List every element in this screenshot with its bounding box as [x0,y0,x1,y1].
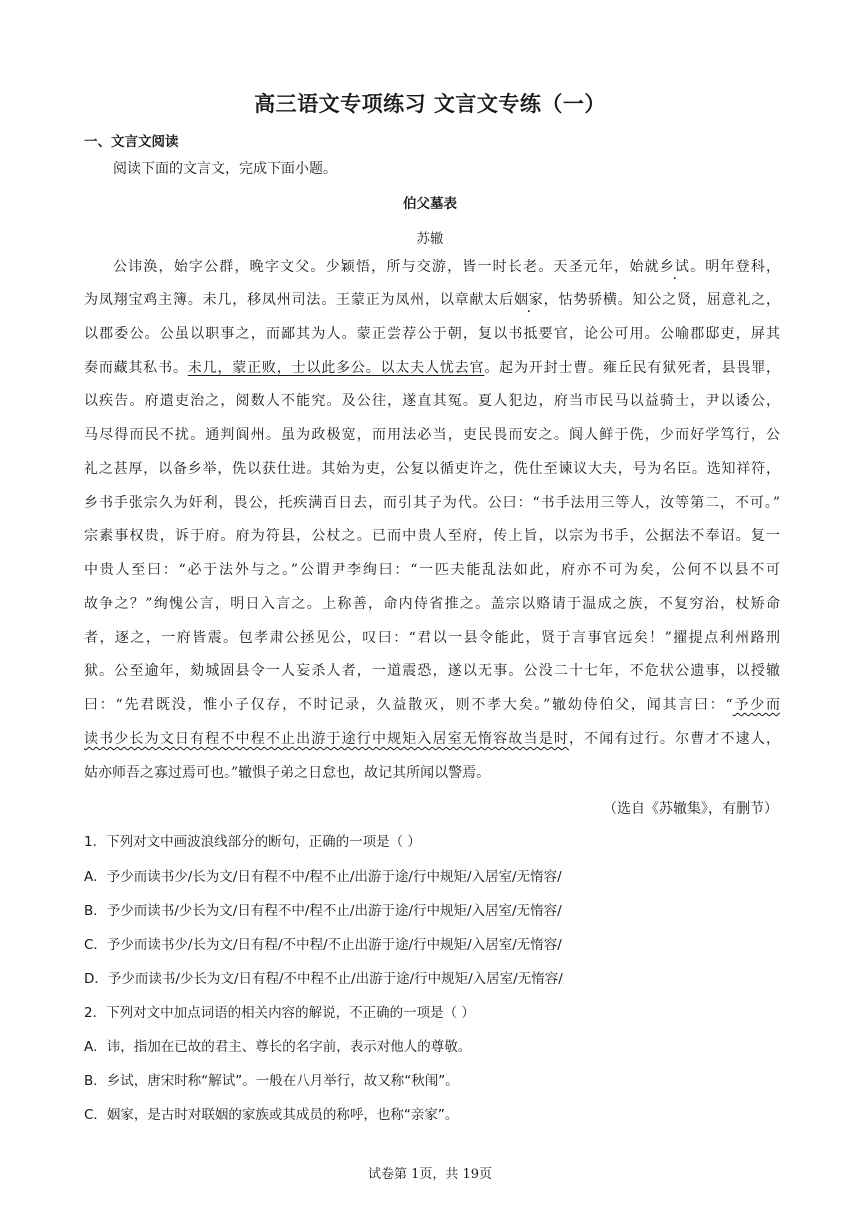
wavy-underlined-text: 予少而 [732,697,780,713]
section-heading: 一、文言文阅读 [84,134,179,150]
underlined-sentence: 未几，蒙正败，士以此多公。以太夫人忧去官 [187,360,485,376]
passage-line: 为凤翔宝鸡主簿。未几，移凤州司法。王蒙正为凤州，以章献太后姻家，怙势骄横。知公之贤，屈意礼之， [84,292,781,308]
passage-source: （选自《苏辙集》，有删节） [603,801,778,817]
wavy-underlined-text: 读书少长为文日有程不中程不止出游于途行中规矩入居室无惰容故当是时 [84,731,569,747]
passage-line: 姑亦师吾之寡过焉可也。”辙惧子弟之日怠也，故记其所闻以警焉。 [84,765,491,781]
dotted-term: 乡试 [659,259,691,275]
passage-line: 乡书手张宗久为奸利，畏公，托疾满百日去，而引其子为代。公曰：“书手法用三等人，汝等第二，不可。” [84,495,780,511]
passage-line: 读书少长为文日有程不中程不止出游于途行中规矩入居室无惰容故当是时，不闻有过行。尔曹才不逮人， [84,731,781,747]
question-1-option-c: C．予少而读书少/长为文/日有程/不中程/不止出游于途/行中规矩/入居室/无惰容/ [84,937,562,953]
passage-line: 故争之？”绚愧公言，明日入言之。上称善，命内侍省推之。盖宗以赂请于温成之族，不复穷治，杖矫命 [84,596,780,612]
question-1-stem: 1．下列对文中画波浪线部分的断句，正确的一项是（ ） [84,834,421,850]
page-footer: 试卷第 1页，共 19页 [367,1167,493,1182]
passage-line: 宗素事权贵，诉于府。府为符县，公杖之。已而中贵人至府，传上旨，以宗为书手，公据法不奉诏。复一 [84,528,780,544]
passage-line: 以郡委公。公虽以职事之，而鄙其为人。蒙正尝荐公于朝，复以书抵要官，论公可用。公喻郡邸吏，屏其 [84,326,780,342]
passage-line: 曰：“先君既没，惟小子仅存，不时记录，久益散灭，则不孝大矣。”辙幼侍伯父，闻其言曰：“予少而 [84,697,780,713]
question-2-option-c: C．姻家，是古时对联姻的家族或其成员的称呼，也称“亲家”。 [84,1107,459,1123]
instruction-text: 阅读下面的文言文，完成下面小题。 [113,161,337,177]
passage-author: 苏辙 [416,231,444,247]
passage-line: 以疾告。府遣吏治之，阅数人不能究。及公往，遂直其冤。夏人犯边，府当市民马以益骑士，尹以诿公， [84,393,780,409]
passage-line: 狱。公至逾年，劾城固县令一人妄杀人者，一道震恐，遂以无事。公没二十七年，不危状公遗事，以授辙 [84,663,780,679]
page-title: 高三语文专项练习 文言文专练（一） [254,92,606,116]
question-2-option-b: B．乡试，唐宋时称“解试”。一般在八月举行，故又称“秋闱”。 [84,1073,459,1089]
passage-line: 礼之甚厚，以备乡举，侁以获仕进。其始为吏，公复以循吏许之，侁仕至谏议大夫，号为名臣。选知祥符， [84,461,780,477]
dotted-term: 姻家 [513,292,544,308]
passage-line: 奏而藏其私书。未几，蒙正败，士以此多公。以太夫人忧去官。起为开封士曹。雍丘民有狱死者，县畏罪， [84,360,781,376]
passage-line: 中贵人至曰：“必于法外与之。”公谓尹李绚曰：“一匹夫能乱法如此，府亦不可为矣，公何不以县不可 [84,562,780,578]
passage-line: 公讳涣，始字公群，晚字文父。少颖悟，所与交游，皆一时长老。天圣元年，始就乡试。明年登科， [113,259,781,275]
question-1-option-a: A．予少而读书少/长为文/日有程不中/程不止/出游于途/行中规矩/入居室/无惰容/ [84,869,562,885]
question-2-stem: 2．下列对文中加点词语的相关内容的解说，不正确的一项是（ ） [84,1005,475,1021]
passage-title: 伯父墓表 [403,196,457,212]
question-1-option-b: B．予少而读书/少长为文/日有程不中/程不止/出游于途/行中规矩/入居室/无惰容/ [84,903,562,919]
question-1-option-d: D．予少而读书/少长为文/日有程/不中程不止/出游于途/行中规矩/入居室/无惰容/ [84,971,563,987]
passage-line: 马尽得而民不扰。通判阆州。虽为政极宽，而用法必当，吏民畏而安之。阆人鲜于侁，少而好学笃行，公 [84,427,780,443]
question-2-option-a: A．讳，指加在已故的君主、尊长的名字前，表示对他人的尊敬。 [84,1039,472,1055]
passage-line: 者，逐之，一府皆震。包孝肃公拯见公，叹曰：“君以一县令能此，贤于言事官远矣！”擢提点利州路刑 [84,630,780,646]
